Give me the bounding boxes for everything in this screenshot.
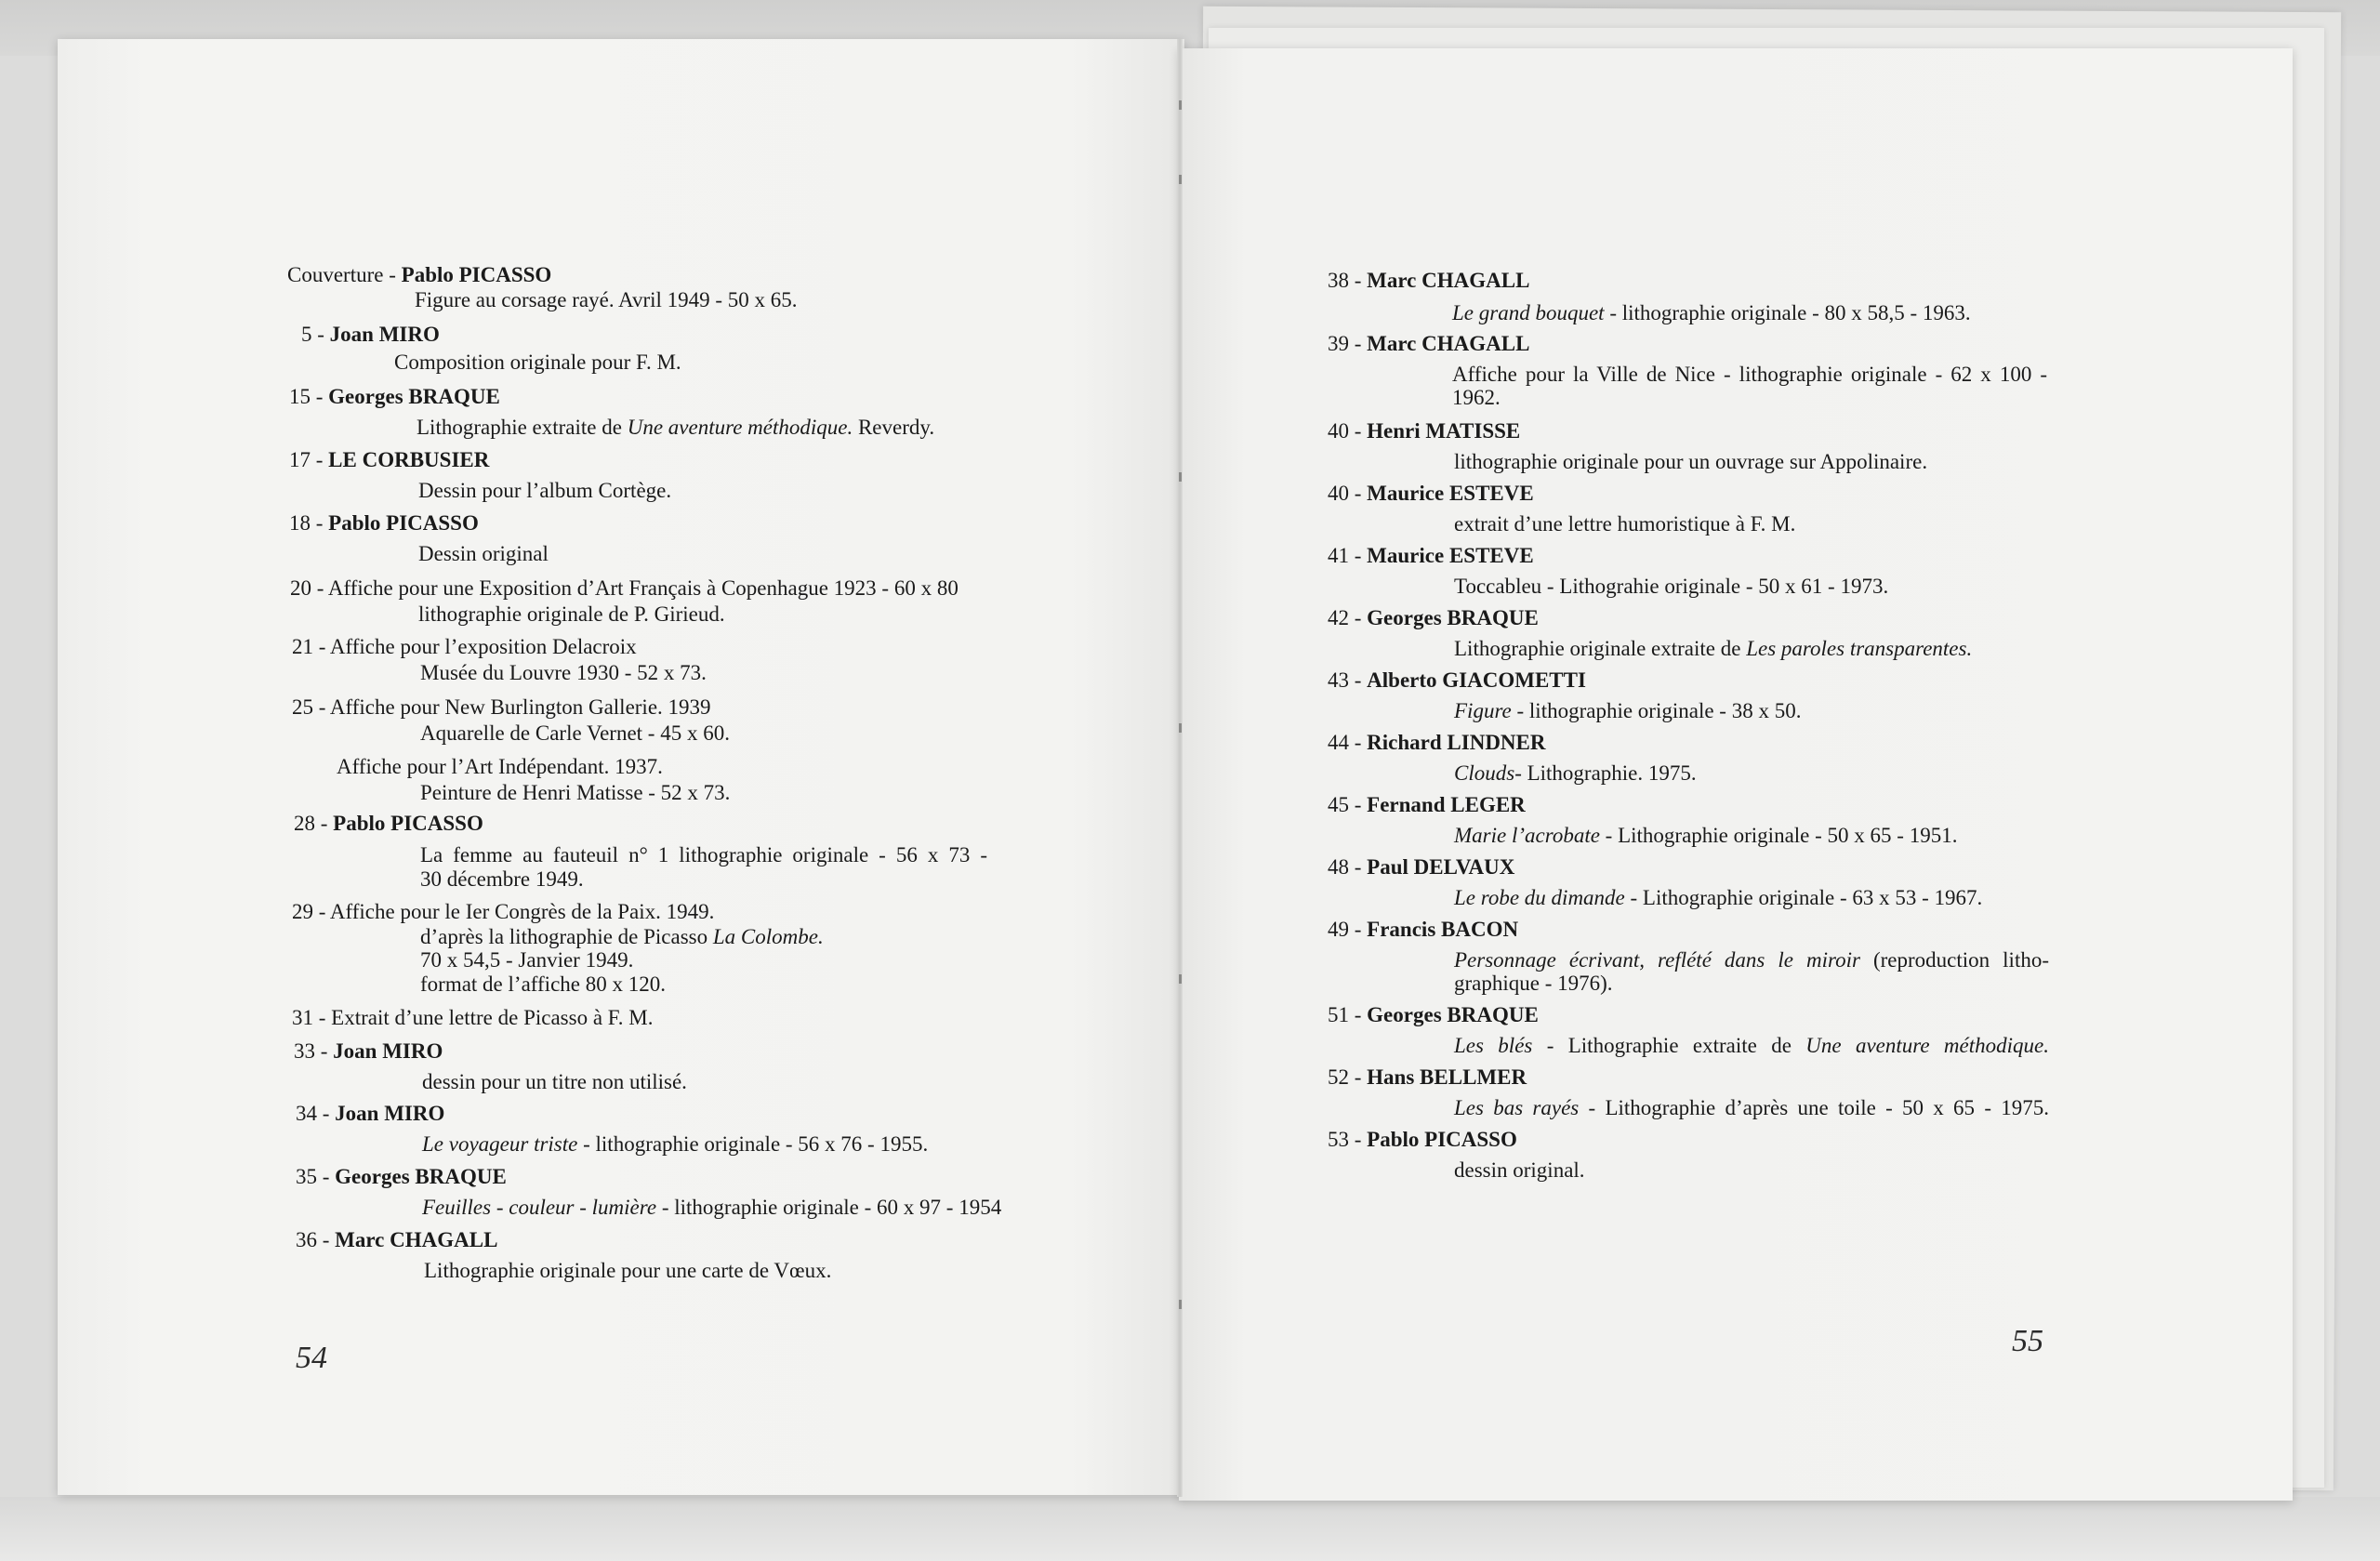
work-title: Marie l’acrobate [1454, 824, 1600, 847]
work-title: Le grand bouquet [1452, 301, 1605, 324]
catalogue-entry-heading [337, 755, 663, 778]
catalogue-entry-heading [292, 1006, 653, 1029]
catalogue-entry-heading [1328, 855, 1514, 879]
work-title: Clouds [1454, 761, 1515, 785]
entry-number: Couverture - [287, 263, 402, 286]
right-page [1179, 48, 2293, 1501]
catalogue-entry-heading [1328, 482, 1534, 505]
catalogue-entry-heading [1328, 793, 1526, 816]
description-text: graphique - 1976). [1454, 972, 1613, 995]
description-text: d’après la lithographie de Picasso [420, 925, 713, 948]
description-text: - lithographie originale - 80 x 58,5 - 1963. [1604, 301, 1971, 324]
binding-stitch [1179, 974, 1182, 984]
catalogue-entry-heading [1328, 332, 1529, 355]
binding-stitch [1179, 723, 1182, 733]
entry-number: 44 - [1328, 731, 1368, 754]
artist-name: Alberto GIACOMETTI [1367, 668, 1586, 692]
entry-description-line [1454, 972, 1613, 995]
entry-description-line [1452, 386, 1501, 409]
work-title: Personnage écrivant, reflété dans le miroir [1454, 948, 1860, 972]
entry-description-line [1454, 1096, 2049, 1119]
entry-number: 29 - [292, 900, 330, 923]
artist-name: Georges BRAQUE [1367, 606, 1539, 629]
entry-description-line [418, 602, 725, 626]
catalogue-entry-heading [1328, 1065, 1527, 1089]
entry-description-line [1454, 637, 1972, 660]
entry-description-line [420, 925, 824, 948]
entry-number: 45 - [1328, 793, 1368, 816]
description-text: (reproduction litho- [1859, 948, 2049, 972]
entry-number: 15 - [289, 385, 329, 408]
entry-description-line [1454, 699, 1801, 722]
entry-title: Affiche pour l’exposition Delacroix [329, 635, 637, 658]
entry-title: Affiche pour une Exposition d’Art Français à Copenhague 1923 - 60 x 80 [327, 576, 959, 600]
artist-name: Maurice ESTEVE [1367, 482, 1534, 505]
binding-stitch [1179, 472, 1182, 482]
work-title: Les bas rayés [1454, 1096, 1580, 1119]
description-text: Aquarelle de Carle Vernet - 45 x 60. [420, 721, 730, 745]
entry-number: 51 - [1328, 1003, 1368, 1026]
description-text: - Lithographie d’après une toile - 50 x 65 - 1975. [1579, 1096, 2049, 1119]
description-text: 70 x 54,5 - Janvier 1949. [420, 948, 634, 972]
catalogue-entry-heading [1328, 544, 1534, 567]
catalogue-entry-heading [1328, 668, 1586, 692]
catalogue-entry-heading [294, 812, 483, 835]
catalogue-entry-heading [1328, 731, 1546, 754]
description-text: - lithographie originale - 60 x 97 - 1954 [656, 1196, 1002, 1219]
catalogue-entry-heading [1328, 1128, 1517, 1151]
work-title: Feuilles - couleur - lumière [422, 1196, 657, 1219]
entry-description-line [1454, 948, 2049, 972]
entry-number: 5 - [301, 323, 330, 346]
description-text: lithographie originale de P. Girieud. [418, 602, 725, 626]
work-title: Une aventure méthodique. [1805, 1034, 2049, 1057]
description-text: extrait d’une lettre humoristique à F. M. [1454, 512, 1796, 536]
work-title: Le robe du dimande [1454, 886, 1625, 909]
artist-name: Henri MATISSE [1367, 419, 1521, 443]
entry-number: 53 - [1328, 1128, 1368, 1151]
entry-number: 18 - [289, 511, 329, 535]
artist-name: Richard LINDNER [1367, 731, 1546, 754]
entry-number: 40 - [1328, 419, 1368, 443]
artist-name: Fernand LEGER [1367, 793, 1526, 816]
entry-number: 21 - [292, 635, 330, 658]
entry-description-line [422, 1132, 928, 1156]
entry-description-line [1452, 363, 2047, 386]
entry-title: Affiche pour l’Art Indépendant. 1937. [337, 755, 663, 778]
description-text: - Lithographie originale - 50 x 65 - 1951. [1599, 824, 1958, 847]
entry-description-line [1454, 824, 1957, 847]
description-text: Dessin pour l’album Cortège. [418, 479, 672, 502]
artist-name: Francis BACON [1367, 918, 1519, 941]
entry-description-line [420, 781, 730, 804]
artist-name: Georges BRAQUE [328, 385, 500, 408]
description-text: - Lithographie. 1975. [1514, 761, 1697, 785]
description-text: Affiche pour la Ville de Nice - lithographie originale - 62 x 100 - [1452, 363, 2047, 386]
book-spine [1177, 39, 1183, 1497]
entry-description-line [1454, 575, 1888, 598]
entry-description-line [420, 948, 633, 972]
entry-description-line [1454, 512, 1795, 536]
work-title: Les paroles transparentes. [1746, 637, 1973, 660]
artist-name: Pablo PICASSO [401, 263, 552, 286]
artist-name: Hans BELLMER [1367, 1065, 1527, 1089]
entry-description-line [422, 1070, 687, 1093]
description-text: - Lithographie extraite de [1532, 1034, 1806, 1057]
work-title: Les blés [1454, 1034, 1533, 1057]
description-text: Lithographie originale extraite de [1454, 637, 1747, 660]
description-text: Peinture de Henri Matisse - 52 x 73. [420, 781, 731, 804]
artist-name: Georges BRAQUE [1367, 1003, 1539, 1026]
artist-name: Pablo PICASSO [1367, 1128, 1517, 1151]
catalogue-entry-heading [1328, 1003, 1539, 1026]
description-text: 1962. [1452, 386, 1501, 409]
catalogue-entry-heading [292, 695, 711, 719]
description-text: - Lithographie originale - 63 x 53 - 1967. [1624, 886, 1983, 909]
entry-description-line [418, 542, 549, 565]
description-text: - lithographie originale - 38 x 50. [1511, 699, 1802, 722]
entry-description-line [424, 1259, 831, 1282]
entry-number: 39 - [1328, 332, 1368, 355]
artist-name: Joan MIRO [333, 1039, 443, 1063]
entry-description-line [420, 721, 730, 745]
description-text: 30 décembre 1949. [420, 867, 584, 891]
artist-name: Pablo PICASSO [333, 812, 483, 835]
description-text: Lithographie extraite de [416, 416, 628, 439]
entry-description-line [420, 972, 666, 996]
artist-name: Marc CHAGALL [1367, 332, 1530, 355]
entry-number: 43 - [1328, 668, 1368, 692]
entry-number: 41 - [1328, 544, 1368, 567]
description-text: Reverdy. [853, 416, 935, 439]
entry-description-line [415, 288, 798, 311]
entry-description-line [1454, 1158, 1585, 1182]
artist-name: Marc CHAGALL [335, 1228, 498, 1251]
entry-number: 28 - [294, 812, 334, 835]
page-number-left: 54 [296, 1341, 327, 1375]
catalogue-entry-heading [301, 323, 440, 346]
background-bottom [0, 1497, 2380, 1561]
artist-name: Georges BRAQUE [335, 1165, 507, 1188]
artist-name: Joan MIRO [329, 323, 440, 346]
catalogue-entry-heading [289, 511, 479, 535]
entry-number: 35 - [296, 1165, 336, 1188]
work-title: Le voyageur triste [422, 1132, 578, 1156]
description-text: format de l’affiche 80 x 120. [420, 972, 666, 996]
description-text: dessin pour un titre non utilisé. [422, 1070, 687, 1093]
entry-number: 34 - [296, 1102, 336, 1125]
catalogue-entry-heading [294, 1039, 443, 1063]
entry-description-line [1454, 886, 1982, 909]
catalogue-entry-heading [289, 448, 489, 471]
entry-title: Affiche pour New Burlington Gallerie. 1939 [329, 695, 711, 719]
catalogue-entry-heading [289, 385, 500, 408]
entry-number: 25 - [292, 695, 330, 719]
catalogue-entry-heading [1328, 606, 1539, 629]
entry-description-line [422, 1196, 1001, 1219]
artist-name: Pablo PICASSO [328, 511, 479, 535]
description-text: Figure au corsage rayé. Avril 1949 - 50 x 65. [415, 288, 798, 311]
description-text: - lithographie originale - 56 x 76 - 1955. [577, 1132, 929, 1156]
entry-number: 20 - [290, 576, 328, 600]
entry-number: 17 - [289, 448, 329, 471]
binding-stitch [1179, 175, 1182, 184]
entry-description-line [394, 351, 681, 374]
catalogue-entry-heading [292, 900, 714, 923]
entry-number: 40 - [1328, 482, 1368, 505]
entry-number: 49 - [1328, 918, 1368, 941]
catalogue-entry-heading [290, 576, 959, 600]
work-title: Figure [1454, 699, 1512, 722]
catalogue-entry-heading [296, 1102, 444, 1125]
description-text: Musée du Louvre 1930 - 52 x 73. [420, 661, 707, 684]
artist-name: Maurice ESTEVE [1367, 544, 1534, 567]
entry-number: 36 - [296, 1228, 336, 1251]
entry-title: Extrait d’une lettre de Picasso à F. M. [331, 1006, 654, 1029]
entry-number: 42 - [1328, 606, 1368, 629]
entry-number: 33 - [294, 1039, 334, 1063]
description-text: Dessin original [418, 542, 549, 565]
entry-number: 52 - [1328, 1065, 1368, 1089]
entry-description-line [420, 867, 584, 891]
entry-description-line [1454, 761, 1697, 785]
catalogue-entry-heading [292, 635, 637, 658]
entry-number: 48 - [1328, 855, 1368, 879]
description-text: lithographie originale pour un ouvrage sur Appolinaire. [1454, 450, 1928, 473]
catalogue-entry-heading [1328, 918, 1518, 941]
work-title: Une aventure méthodique. [627, 416, 853, 439]
catalogue-entry-heading [1328, 419, 1520, 443]
catalogue-entry-heading [287, 263, 551, 286]
entry-description-line [1452, 301, 1971, 324]
description-text: Toccableu - Lithograhie originale - 50 x 61 - 1973. [1454, 575, 1889, 598]
catalogue-entry-heading [1328, 269, 1529, 292]
binding-stitch [1179, 1300, 1182, 1309]
binding-stitch [1179, 100, 1182, 110]
entry-description-line [1454, 450, 1927, 473]
artist-name: Paul DELVAUX [1367, 855, 1515, 879]
entry-description-line [1454, 1034, 2049, 1057]
description-text: Lithographie originale pour une carte de Vœux. [424, 1259, 832, 1282]
catalogue-entry-heading [296, 1165, 507, 1188]
artist-name: LE CORBUSIER [328, 448, 490, 471]
artist-name: Marc CHAGALL [1367, 269, 1530, 292]
description-text: Composition originale pour F. M. [394, 351, 681, 374]
artist-name: Joan MIRO [335, 1102, 445, 1125]
entry-description-line [420, 843, 987, 866]
entry-description-line [420, 661, 707, 684]
description-text: La femme au fauteuil n° 1 lithographie originale - 56 x 73 - [420, 843, 987, 866]
description-text: dessin original. [1454, 1158, 1585, 1182]
work-title: La Colombe. [712, 925, 824, 948]
catalogue-entry-heading [296, 1228, 497, 1251]
page-number-right: 55 [2012, 1324, 2043, 1358]
entry-description-line [416, 416, 934, 439]
entry-number: 38 - [1328, 269, 1368, 292]
entry-title: Affiche pour le Ier Congrès de la Paix. 1949. [329, 900, 715, 923]
entry-description-line [418, 479, 671, 502]
entry-number: 31 - [292, 1006, 332, 1029]
